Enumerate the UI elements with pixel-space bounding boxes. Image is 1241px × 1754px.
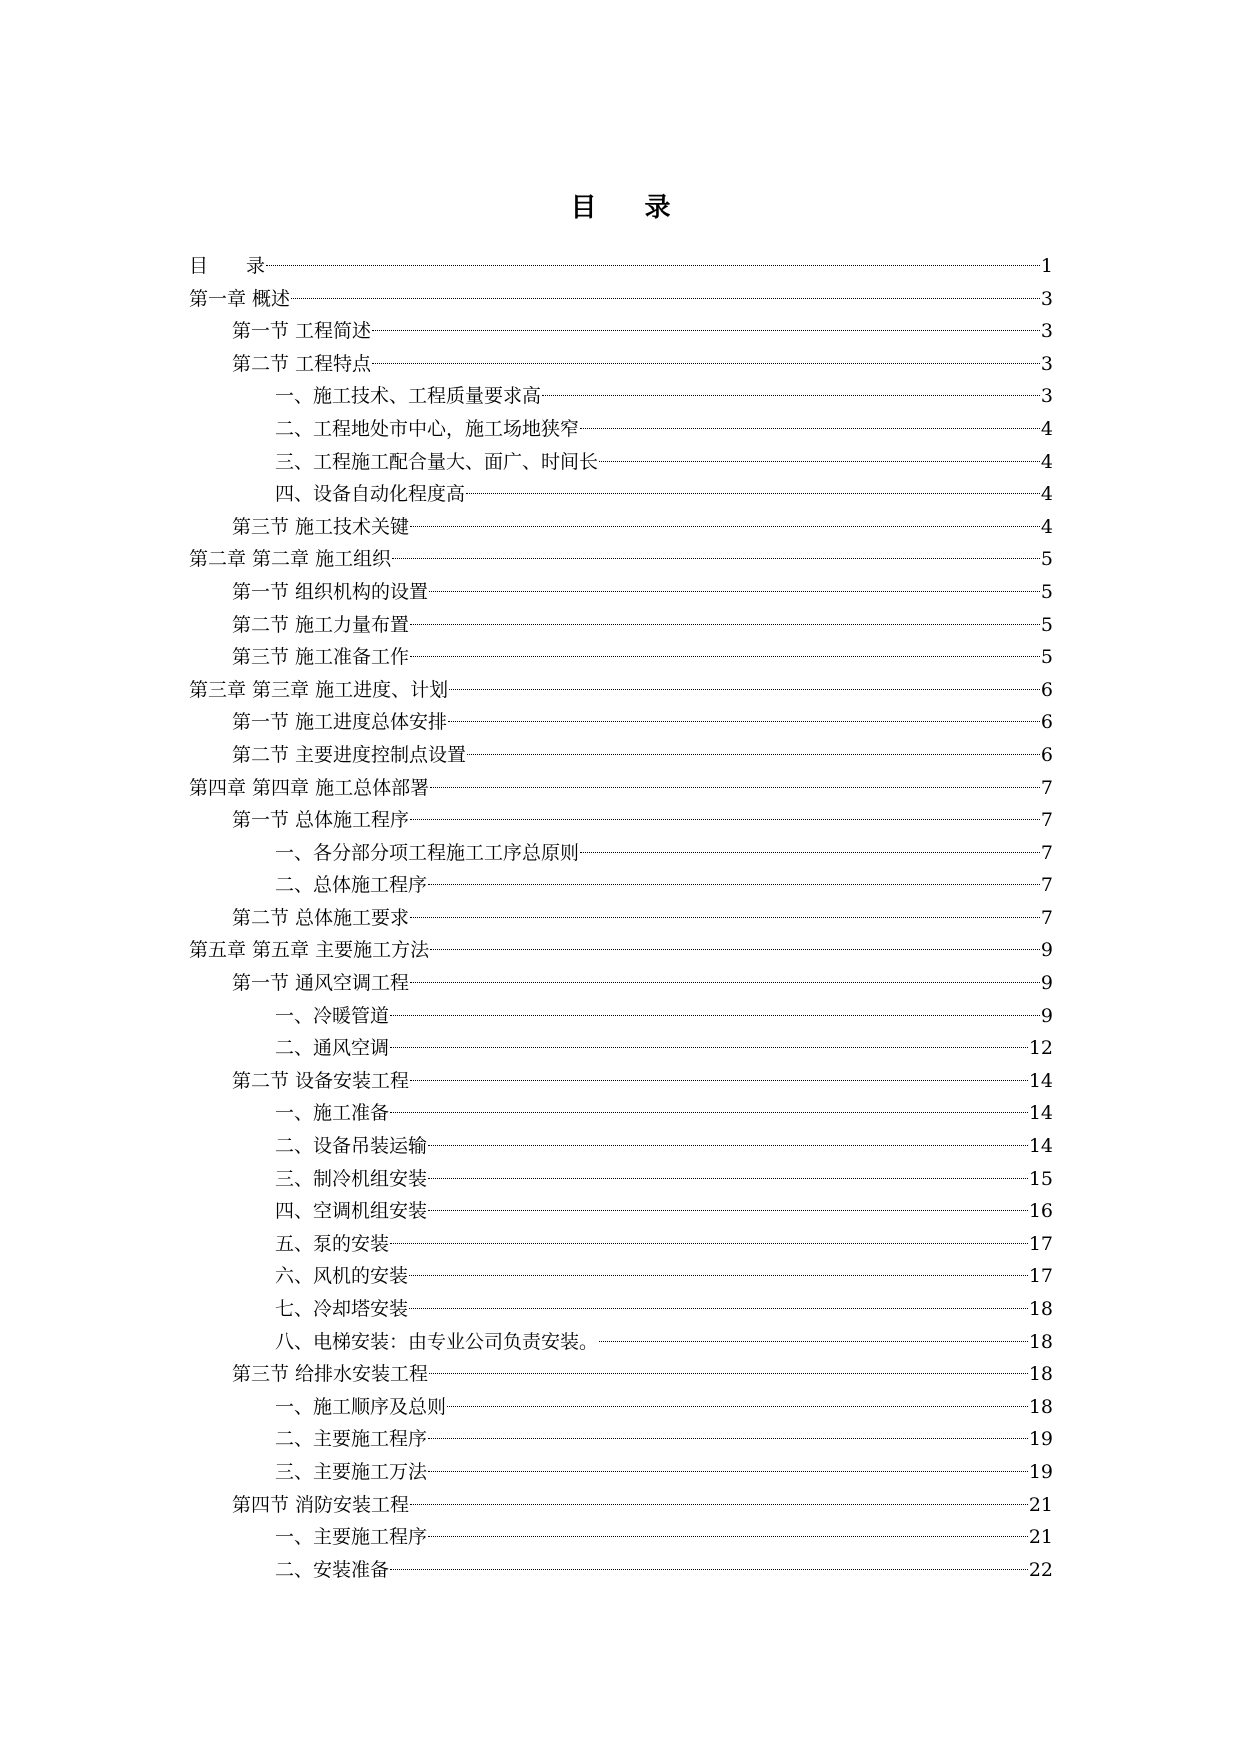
toc-entry[interactable] <box>189 1391 1053 1424</box>
toc-list <box>189 250 1053 1586</box>
toc-entry[interactable] <box>189 837 1053 870</box>
toc-dot-leader <box>542 395 1040 396</box>
toc-entry[interactable] <box>189 1163 1053 1196</box>
toc-page-number: 9 <box>1040 939 1053 962</box>
toc-entry[interactable] <box>189 1228 1053 1261</box>
toc-page-number: 14 <box>1028 1135 1053 1158</box>
toc-page-number: 6 <box>1040 711 1053 734</box>
toc-dot-leader <box>390 1112 1028 1113</box>
toc-heading-char-1: 目 <box>570 193 597 223</box>
toc-entry[interactable] <box>189 1358 1053 1391</box>
toc-entry[interactable] <box>189 1423 1053 1456</box>
toc-entry[interactable] <box>189 576 1053 609</box>
toc-dot-leader <box>390 1047 1028 1048</box>
toc-dot-leader <box>430 949 1040 950</box>
toc-dot-leader <box>392 558 1040 559</box>
toc-entry[interactable] <box>189 1032 1053 1065</box>
toc-page-number: 17 <box>1028 1232 1053 1255</box>
toc-page-number: 19 <box>1028 1460 1053 1483</box>
toc-entry-label: 二、安装准备 <box>275 1558 390 1581</box>
toc-heading <box>0 188 1241 228</box>
toc-entry-label: 第一节 施工进度总体安排 <box>232 711 448 734</box>
toc-entry[interactable] <box>189 1326 1053 1359</box>
toc-entry[interactable] <box>189 1097 1053 1130</box>
toc-page-number: 7 <box>1040 874 1053 897</box>
toc-entry-label: 第四节 消防安装工程 <box>232 1493 410 1516</box>
toc-entry-label: 第三节 给排水安装工程 <box>232 1363 429 1386</box>
toc-entry[interactable] <box>189 1521 1053 1554</box>
toc-entry[interactable] <box>189 1293 1053 1326</box>
toc-entry-label: 一、各分部分项工程施工工序总原则 <box>275 841 580 864</box>
toc-dot-leader <box>429 591 1040 592</box>
toc-dot-leader <box>410 917 1040 918</box>
toc-page-number: 18 <box>1028 1298 1053 1320</box>
toc-entry-label: 三、工程施工配合量大、面广、时间长 <box>275 450 599 473</box>
toc-page-number: 21 <box>1028 1526 1053 1549</box>
toc-page-number: 12 <box>1028 1037 1053 1060</box>
toc-entry[interactable] <box>189 902 1053 935</box>
toc-page-number: 18 <box>1028 1395 1053 1418</box>
toc-entry-label: 一、冷暖管道 <box>275 1004 390 1027</box>
toc-entry-label: 二、通风空调 <box>275 1037 390 1060</box>
toc-dot-leader <box>599 461 1040 462</box>
toc-entry-label: 一、主要施工程序 <box>275 1526 428 1549</box>
toc-page-number: 7 <box>1040 906 1053 929</box>
toc-entry-label: 二、主要施工程序 <box>275 1428 428 1451</box>
toc-page-number: 16 <box>1028 1200 1053 1223</box>
toc-dot-leader <box>390 1015 1040 1016</box>
toc-page-number: 18 <box>1028 1363 1053 1386</box>
toc-entry-label: 三、主要施工万法 <box>275 1460 428 1483</box>
toc-dot-leader <box>428 1210 1028 1211</box>
toc-entry[interactable] <box>189 1554 1053 1587</box>
toc-page-number: 4 <box>1040 417 1053 440</box>
toc-entry-label: 四、空调机组安装 <box>275 1200 428 1223</box>
toc-entry[interactable] <box>189 315 1053 348</box>
toc-entry-label: 六、风机的安装 <box>275 1265 409 1288</box>
toc-entry[interactable] <box>189 1130 1053 1163</box>
toc-dot-leader <box>428 1438 1028 1439</box>
toc-entry-label: 八、电梯安装：由专业公司负责安装。 <box>275 1330 599 1353</box>
toc-entry[interactable] <box>189 1195 1053 1228</box>
toc-dot-leader <box>410 1080 1028 1081</box>
toc-page-number: 3 <box>1040 287 1053 310</box>
toc-entry[interactable] <box>189 250 1053 283</box>
toc-dot-leader <box>449 689 1040 690</box>
toc-entry[interactable] <box>189 739 1053 772</box>
toc-entry-label: 第三节 施工技术关键 <box>232 515 410 538</box>
toc-dot-leader <box>467 754 1040 755</box>
toc-entry-label: 第二节 工程特点 <box>232 352 372 375</box>
toc-entry-label: 三、制冷机组安装 <box>275 1167 428 1190</box>
toc-dot-leader <box>410 1504 1028 1505</box>
toc-entry-label: 第五章 第五章 主要施工方法 <box>189 939 430 962</box>
toc-dot-leader <box>428 884 1040 885</box>
toc-entry[interactable] <box>189 869 1053 902</box>
toc-entry[interactable] <box>189 380 1053 413</box>
toc-heading-char-2: 录 <box>644 193 671 223</box>
toc-entry[interactable] <box>189 511 1053 544</box>
toc-dot-leader <box>580 428 1040 429</box>
toc-dot-leader <box>428 1145 1028 1146</box>
toc-page-number: 7 <box>1040 776 1053 799</box>
toc-entry-label: 第一节 工程简述 <box>232 320 372 343</box>
toc-entry-label: 第二节 主要进度控制点设置 <box>232 743 467 766</box>
toc-entry[interactable] <box>189 446 1053 479</box>
toc-dot-leader <box>266 265 1040 266</box>
toc-page-number: 5 <box>1040 646 1053 669</box>
toc-entry[interactable] <box>189 967 1053 1000</box>
toc-entry-label: 第一节 通风空调工程 <box>232 972 410 995</box>
toc-page-number: 4 <box>1040 483 1053 506</box>
toc-entry-label: 一、施工准备 <box>275 1102 390 1125</box>
toc-entry[interactable] <box>189 804 1053 837</box>
toc-page-number: 6 <box>1040 743 1053 766</box>
toc-dot-leader <box>410 624 1040 625</box>
toc-entry[interactable] <box>189 1456 1053 1489</box>
toc-page-number: 3 <box>1040 320 1053 343</box>
toc-dot-leader <box>599 1341 1028 1342</box>
toc-page-number: 19 <box>1028 1428 1053 1451</box>
toc-entry-label: 一、施工顺序及总则 <box>275 1395 447 1418</box>
toc-dot-leader <box>409 1275 1028 1276</box>
toc-dot-leader <box>390 1243 1028 1244</box>
toc-page-number: 21 <box>1028 1493 1053 1516</box>
toc-page-number: 5 <box>1040 613 1053 636</box>
toc-entry-label: 第一节 总体施工程序 <box>232 809 410 832</box>
toc-page-number: 6 <box>1040 678 1053 701</box>
toc-dot-leader <box>466 493 1040 494</box>
toc-page-number: 17 <box>1028 1265 1053 1288</box>
toc-page-number: 7 <box>1040 841 1053 864</box>
toc-entry-label: 第二章 第二章 施工组织 <box>189 548 392 571</box>
toc-entry-label: 二、工程地处市中心，施工场地狭窄 <box>275 417 580 440</box>
toc-dot-leader <box>448 721 1040 722</box>
toc-dot-leader <box>428 1471 1028 1472</box>
toc-entry[interactable] <box>189 674 1053 707</box>
toc-entry[interactable] <box>189 348 1053 381</box>
toc-entry-label: 第一节 组织机构的设置 <box>232 580 429 603</box>
toc-page-number: 1 <box>1040 255 1053 277</box>
toc-entry[interactable] <box>189 478 1053 511</box>
toc-dot-leader <box>409 1308 1028 1309</box>
toc-entry[interactable] <box>189 543 1053 576</box>
toc-page-number: 9 <box>1040 1004 1053 1027</box>
toc-entry-label: 第三章 第三章 施工进度、计划 <box>189 678 449 701</box>
toc-page-number: 4 <box>1040 515 1053 538</box>
toc-dot-leader <box>410 526 1040 527</box>
toc-entry[interactable] <box>189 706 1053 739</box>
toc-dot-leader <box>429 1373 1028 1374</box>
toc-entry-label: 七、冷却塔安装 <box>275 1298 409 1320</box>
toc-dot-leader <box>390 1569 1028 1570</box>
toc-page-number: 5 <box>1040 548 1053 571</box>
toc-entry-label: 第二节 设备安装工程 <box>232 1069 410 1092</box>
toc-dot-leader <box>430 787 1040 788</box>
toc-entry[interactable] <box>189 609 1053 642</box>
toc-dot-leader <box>410 982 1040 983</box>
toc-dot-leader <box>372 330 1040 331</box>
toc-page-number: 3 <box>1040 352 1053 375</box>
toc-dot-leader <box>428 1536 1028 1537</box>
toc-entry[interactable] <box>189 413 1053 446</box>
toc-page-number: 14 <box>1028 1102 1053 1125</box>
toc-page-number: 7 <box>1040 809 1053 832</box>
toc-dot-leader <box>410 656 1040 657</box>
toc-entry[interactable] <box>189 1000 1053 1033</box>
toc-page-number: 4 <box>1040 450 1053 473</box>
toc-entry-label: 一、施工技术、工程质量要求高 <box>275 385 542 408</box>
toc-entry-label: 五、泵的安装 <box>275 1232 390 1255</box>
toc-page-number: 22 <box>1028 1558 1053 1581</box>
toc-dot-leader <box>580 852 1040 853</box>
toc-entry-label: 目 录 <box>189 255 266 277</box>
toc-entry-label: 第三节 施工准备工作 <box>232 646 410 669</box>
toc-entry-label: 二、总体施工程序 <box>275 874 428 897</box>
toc-entry-label: 第一章 概述 <box>189 287 291 310</box>
toc-dot-leader <box>372 363 1040 364</box>
toc-entry[interactable] <box>189 1260 1053 1293</box>
toc-dot-leader <box>410 819 1040 820</box>
toc-entry[interactable] <box>189 641 1053 674</box>
toc-entry[interactable] <box>189 772 1053 805</box>
toc-dot-leader <box>447 1406 1028 1407</box>
toc-page-number: 9 <box>1040 972 1053 995</box>
toc-page-number: 14 <box>1028 1069 1053 1092</box>
toc-dot-leader <box>291 298 1040 299</box>
toc-entry-label: 第二节 施工力量布置 <box>232 613 410 636</box>
toc-entry[interactable] <box>189 934 1053 967</box>
toc-entry-label: 第二节 总体施工要求 <box>232 906 410 929</box>
toc-entry-label: 第四章 第四章 施工总体部署 <box>189 776 430 799</box>
toc-page-number: 3 <box>1040 385 1053 408</box>
toc-dot-leader <box>428 1178 1028 1179</box>
toc-entry[interactable] <box>189 1489 1053 1522</box>
toc-entry-label: 二、设备吊装运输 <box>275 1135 428 1158</box>
toc-entry[interactable] <box>189 283 1053 316</box>
toc-entry[interactable] <box>189 1065 1053 1098</box>
toc-page-number: 18 <box>1028 1330 1053 1353</box>
toc-page-number: 5 <box>1040 580 1053 603</box>
toc-page-number: 15 <box>1028 1167 1053 1190</box>
toc-entry-label: 四、设备自动化程度高 <box>275 483 466 506</box>
